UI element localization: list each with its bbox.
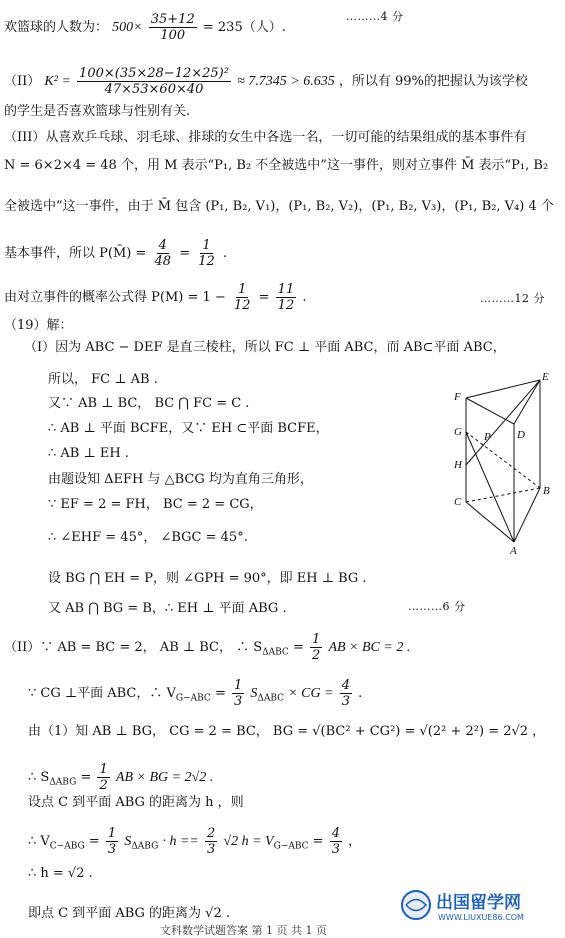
edge-fd — [466, 398, 514, 424]
text-prefix: 欢篮球的人数为： — [4, 20, 109, 35]
logo-url: WWW.LIUXUE86.COM — [438, 913, 524, 922]
expr-mid: × CG = — [288, 686, 334, 701]
part2-line-2 — [28, 678, 362, 709]
subscript: ΔABG — [131, 841, 159, 852]
proof-line-2: 所以， FC ⊥ AB . — [48, 372, 158, 387]
math-expr: 500× — [112, 20, 143, 35]
numerator: 1 — [107, 826, 117, 841]
proof-line-5: ∴ AB ⊥ EH . — [48, 446, 129, 461]
equals: = — [258, 290, 270, 305]
part2-line-7: ∴ h = √2 . — [28, 866, 93, 881]
period: . — [222, 246, 228, 261]
line-7 — [4, 238, 227, 269]
equals: = — [88, 834, 100, 849]
edge-gb — [466, 432, 540, 488]
part2-line-3: 由（1）知 AB ⊥ BG， CG = 2 = BC， BG = √(BC² + CG²) = √(2² + 2²) = 2√2 ， — [28, 724, 546, 739]
area-symbol: S — [124, 834, 132, 849]
edge-ba — [514, 488, 540, 542]
score-6: ………6 分 — [408, 600, 466, 613]
equals: = — [214, 686, 226, 701]
subscript: G−ABC — [175, 693, 211, 704]
text-prefix: （II）∵ AB = BC = 2， AB ⊥ BC， ∴ S — [4, 640, 263, 655]
denominator: 3 — [233, 694, 243, 709]
conclusion: ，所以有 99%的把握认为该学校 — [338, 74, 528, 89]
result: ≈ 7.7345 > 6.635 — [237, 74, 335, 89]
denominator: 12 — [277, 298, 295, 313]
text-prefix: ∴ V — [28, 834, 50, 849]
subscript: ΔABC — [257, 693, 285, 704]
line-8 — [4, 282, 307, 313]
numerator: 1 — [238, 282, 247, 297]
fraction — [310, 632, 322, 663]
part-label: （II） — [4, 74, 41, 89]
subscript: G−ABC — [273, 841, 309, 852]
denominator: 3 — [206, 842, 216, 857]
denominator: 12 — [233, 298, 251, 313]
label-b: B — [543, 485, 550, 497]
denominator: 100 — [160, 28, 186, 43]
expr-mid: √2 h = V — [223, 834, 274, 849]
subscript: C−ABG — [49, 841, 85, 852]
prism-hidden-edges — [466, 432, 540, 502]
part2-line-5: 设点 C 到平面 ABG 的距离为 h ，则 — [28, 795, 244, 810]
edge-he — [466, 380, 540, 465]
fraction — [232, 678, 244, 709]
text-prefix: ∴ S — [28, 770, 50, 785]
expr-mid: · h == — [162, 834, 199, 849]
edge-ed — [514, 380, 540, 424]
line-1 — [4, 12, 286, 43]
denominator: 2 — [99, 778, 108, 793]
area-symbol: S — [250, 686, 258, 701]
label-f: F — [454, 391, 461, 403]
denominator: 12 — [198, 254, 215, 269]
proof-line-4: ∴ AB ⊥ 平面 BCFE，又∵ EH ⊂平面 BCFE， — [48, 421, 329, 436]
label-e: E — [542, 371, 549, 383]
part2-line-1 — [4, 632, 410, 663]
denominator: 2 — [312, 648, 321, 663]
numerator: 1 — [99, 762, 108, 777]
part2-line-6 — [28, 826, 361, 857]
label-d: D — [517, 429, 525, 441]
score-4: ………4 分 — [346, 10, 404, 23]
fraction — [149, 12, 197, 43]
part2-line-4 — [28, 762, 213, 793]
label-h: H — [454, 459, 462, 471]
edge-ca — [466, 502, 514, 542]
numerator: 11 — [277, 282, 295, 297]
site-logo — [398, 888, 563, 924]
result: = 235（人）. — [202, 20, 286, 35]
proof-line-3: 又∵ AB ⊥ BC， BC ⋂ FC = C . — [48, 396, 250, 411]
period: . — [302, 290, 307, 305]
expr-end: AB × BC = 2 . — [328, 640, 411, 655]
label-c: C — [454, 496, 462, 508]
fraction — [205, 826, 217, 857]
fraction — [97, 762, 109, 793]
line-4: （III）从喜欢乒乓球、羽毛球、排球的女生中各选一名，一切可能的结果组成的基本事件有 — [4, 130, 527, 145]
fraction — [196, 238, 217, 269]
denominator: 3 — [341, 694, 350, 709]
logo-text: 出国留学网 — [436, 893, 521, 913]
numerator: 4 — [158, 238, 167, 253]
fraction — [330, 826, 342, 857]
subscript: ΔABG — [49, 777, 77, 788]
page-footer: 文科数学试题答案 第 1 页 共 1 页 — [160, 924, 327, 937]
equals: = — [312, 834, 324, 849]
proof-line-1: （Ⅰ）因为 ABC − DEF 是直三棱柱，所以 FC ⊥ 平面 ABC，而 AB⊂平面 ABC， — [24, 340, 506, 355]
part2-line-8: 即点 C 到平面 ABG 的距离为 √2 . — [28, 906, 230, 921]
line-5: N = 6×2×4 = 48 个，用 M 表示“P₁, B₂ 不全被选中”这一事件，则对立事件 M̄ 表示“P₁, B₂ — [4, 158, 549, 173]
question-19: （19）解： — [4, 318, 73, 333]
text-prefix: 由对立事件的概率公式得 P(M) = 1 − — [4, 290, 226, 305]
proof-line-7: ∵ EF = 2 = FH， BC = 2 = CG， — [48, 497, 263, 512]
proof-line-8: ∴ ∠EHF = 45°， ∠BGC = 45°. — [48, 530, 248, 545]
numerator: 35+12 — [150, 12, 195, 27]
proof-line-9: 设 BG ⋂ EH = P，则 ∠GPH = 90°，即 EH ⊥ BG . — [48, 571, 367, 586]
prism-edges — [466, 380, 540, 542]
edge-ga — [466, 432, 514, 542]
edge-fe — [466, 380, 540, 398]
line-2 — [4, 66, 528, 97]
period: . — [358, 686, 363, 701]
denominator: 48 — [154, 254, 172, 269]
numerator: 2 — [206, 826, 216, 841]
fraction — [232, 282, 253, 313]
numerator: 1 — [312, 632, 321, 647]
equals: = — [292, 640, 304, 655]
text-prefix: ∵ CG ⊥平面 ABC，∴ V — [28, 686, 176, 701]
line-6: 全被选中”这一事件，由于 M̄ 包含 (P₁, B₂, V₁)，(P₁, B₂, V₂)，(P₁, B₂, V₃)，(P₁, B₂, V₄) 4 个 — [4, 199, 554, 214]
equals: = — [80, 770, 92, 785]
fraction — [276, 282, 297, 313]
numerator: 1 — [233, 678, 243, 693]
proof-line-10: 又 AB ⋂ BG = B，∴ EH ⊥ 平面 ABG . — [48, 601, 287, 616]
fraction — [340, 678, 352, 709]
label-a: A — [510, 545, 517, 555]
comma: ， — [348, 834, 362, 849]
denominator: 3 — [331, 842, 340, 857]
denominator: 47×53×60×40 — [104, 82, 204, 97]
numerator: 1 — [202, 238, 211, 253]
line-3: 的学生是否喜欢篮球与性别有关. — [4, 104, 191, 119]
fraction — [106, 826, 118, 857]
denominator: 3 — [107, 842, 117, 857]
numerator: 4 — [331, 826, 340, 841]
prism-figure — [442, 370, 560, 555]
fraction — [77, 66, 231, 97]
proof-line-6: 由题设知 ΔEFH 与 △BCG 均为直角三角形， — [48, 472, 313, 487]
expr-end: AB × BG = 2√2 . — [115, 770, 214, 785]
fraction — [153, 238, 174, 269]
label-p: P — [484, 431, 491, 443]
label-g: G — [454, 426, 462, 438]
score-12: ………12 分 — [480, 292, 545, 305]
numerator: 4 — [341, 678, 350, 693]
edge-cb — [466, 488, 540, 502]
subscript: ΔABC — [262, 647, 289, 658]
k2-symbol: K² = — [44, 74, 71, 89]
numerator: 100×(35×28−12×25)² — [79, 66, 229, 81]
equals: = — [179, 246, 191, 261]
text-prefix: 基本事件，所以 P(M̄) = — [4, 246, 147, 261]
